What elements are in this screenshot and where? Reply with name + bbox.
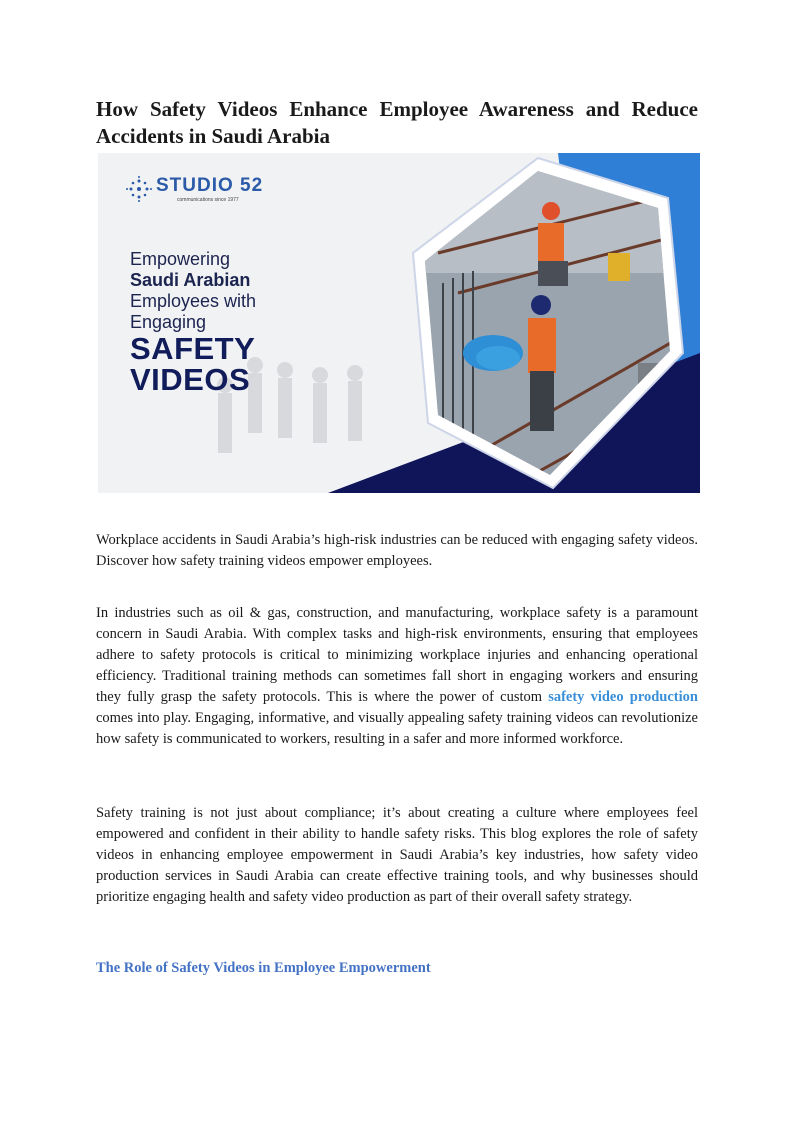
section-heading: The Role of Safety Videos in Employee Empowerment [96, 960, 431, 976]
headline-safety: SAFETY [130, 331, 256, 366]
headline-videos: VIDEOS [130, 362, 251, 397]
page-title: How Safety Videos Enhance Employee Awareness and Reduce Accidents in Saudi Arabia [96, 97, 698, 148]
hero-banner-image [98, 153, 700, 493]
headline-line-3: Employees with [130, 291, 257, 311]
logo-wordmark: STUDIO 52 [156, 175, 264, 196]
intro-paragraph: Workplace accidents in Saudi Arabia’s high-risk industries can be reduced with engaging safety videos. Discover how safety training videos empower employees. [96, 532, 698, 569]
headline-line-4: Engaging [130, 312, 207, 332]
body-paragraph-2: Safety training is not just about compliance; it’s about creating a culture where employees feel empowered and confident in their ability to handle safety risks. This blog explores the role of safety videos in enhancing employee empowerment in Saudi Arabia’s key industries, how safety video production services in Saudi Arabia can create effective training tools, and why businesses should prioritize engaging health and safety video production as part of their overall safety strategy. [96, 805, 698, 905]
safety-video-production-link[interactable]: safety video production [548, 689, 698, 705]
headline-line-2: Saudi Arabian [130, 270, 251, 290]
paragraph-text-before-link: In industries such as oil & gas, construction, and manufacturing, workplace safety is a paramount concern in Saudi Arabia. With complex tasks and high-risk environments, ensuring that employees adhere to safety protocols is critical to minimizing workplace injuries and enhancing operational efficiency. Traditional training methods can sometimes fall short in engaging workers and ensuring they fully grasp the safety protocols. This is where the power of custom [96, 605, 698, 705]
body-paragraph-1 [96, 603, 698, 750]
paragraph-text-after-link: comes into play. Engaging, informative, and visually appealing safety training videos can revolutionize how safety is communicated to workers, resulting in a safer and more informed workforce. [96, 710, 698, 747]
banner-headline [130, 249, 256, 395]
studio52-logo-icon [125, 175, 153, 203]
headline-line-1: Empowering [130, 249, 231, 269]
logo-tagline: communications since 1977 [177, 197, 239, 203]
